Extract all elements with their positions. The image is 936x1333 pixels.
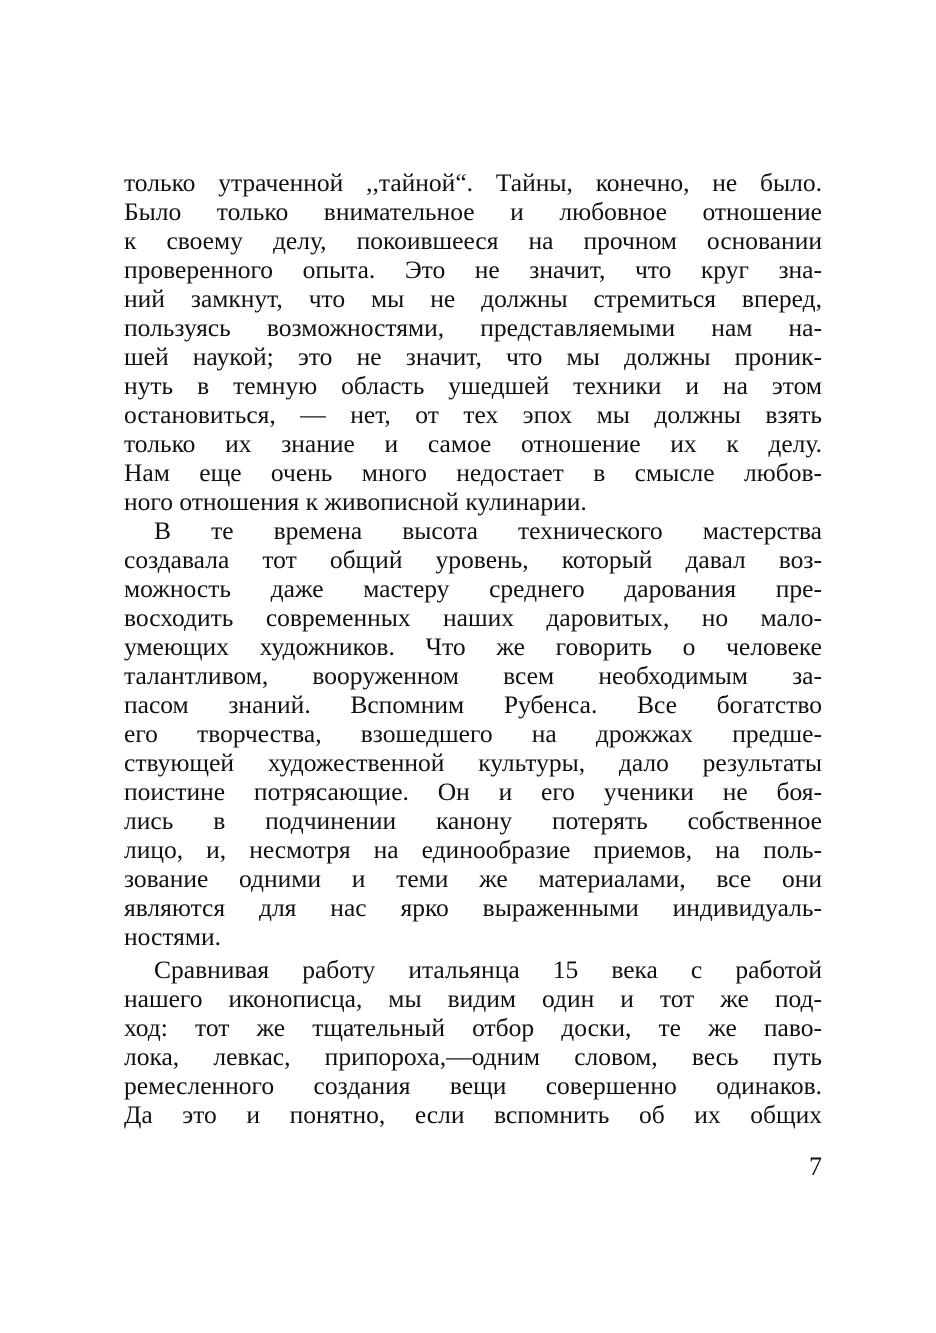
text-line: ствующей художественной культуры, дало результаты bbox=[124, 748, 822, 777]
text-line: можность даже мастеру среднего дарования пре- bbox=[124, 574, 822, 603]
text-line: талантливом, вооруженном всем необходимым за- bbox=[124, 661, 822, 690]
paragraph-2 bbox=[124, 516, 822, 951]
text-line: проверенного опыта. Это не значит, что круг зна- bbox=[124, 255, 822, 284]
text-line: Сравнивая работу итальянца 15 века с работой bbox=[154, 955, 822, 984]
text-line: нашего иконописца, мы видим один и тот же под- bbox=[124, 984, 822, 1013]
text-line: лицо, и, несмотря на единообразие приемов, на поль- bbox=[124, 835, 822, 864]
text-line: остановиться, — нет, от тех эпох мы должны взять bbox=[124, 400, 822, 429]
paragraph-3 bbox=[124, 955, 822, 1129]
paragraph-1 bbox=[124, 168, 822, 516]
text-line: ход: тот же тщательный отбор доски, те же паво- bbox=[124, 1013, 822, 1042]
text-line: нуть в темную область ушедшей техники и на этом bbox=[124, 371, 822, 400]
text-line: к своему делу, покоившееся на прочном основании bbox=[124, 226, 822, 255]
text-line: зование одними и теми же материалами, все они bbox=[124, 864, 822, 893]
text-line: Нам еще очень много недостает в смысле любов- bbox=[124, 458, 822, 487]
text-line: шей наукой; это не значит, что мы должны проник- bbox=[124, 342, 822, 371]
body-text bbox=[124, 168, 822, 1129]
text-line: В те времена высота технического мастерства bbox=[154, 516, 822, 545]
text-line: являются для нас ярко выраженными индивидуаль- bbox=[124, 893, 822, 922]
text-line: лись в подчинении канону потерять собственное bbox=[124, 806, 822, 835]
text-line: пасом знаний. Вспомним Рубенса. Все богатство bbox=[124, 690, 822, 719]
text-line: ного отношения к живописной кулинарии. bbox=[124, 487, 587, 516]
text-line: ний замкнут, что мы не должны стремиться вперед, bbox=[124, 284, 822, 313]
text-line: создавала тот общий уровень, который давал воз- bbox=[124, 545, 822, 574]
text-line: умеющих художников. Что же говорить о человеке bbox=[124, 632, 822, 661]
text-line: пользуясь возможностями, представляемыми нам на- bbox=[124, 313, 822, 342]
text-line: Да это и понятно, если вспомнить об их общих bbox=[124, 1100, 822, 1129]
text-line: восходить современных наших даровитых, но мало- bbox=[124, 603, 822, 632]
text-line: поистине потрясающие. Он и его ученики не боя- bbox=[124, 777, 822, 806]
text-line: его творчества, взошедшего на дрожжах предше- bbox=[124, 719, 822, 748]
text-line: только утраченной ,,тайной“. Тайны, конечно, не было. bbox=[124, 168, 822, 197]
text-line: Было только внимательное и любовное отношение bbox=[124, 197, 822, 226]
page-number: 7 bbox=[809, 1152, 822, 1181]
text-line: ремесленного создания вещи совершенно одинаков. bbox=[124, 1071, 822, 1100]
text-line: только их знание и самое отношение их к делу. bbox=[124, 429, 822, 458]
text-line: лока, левкас, припороха,—одним словом, весь путь bbox=[124, 1042, 822, 1071]
text-line: ностями. bbox=[124, 922, 222, 951]
